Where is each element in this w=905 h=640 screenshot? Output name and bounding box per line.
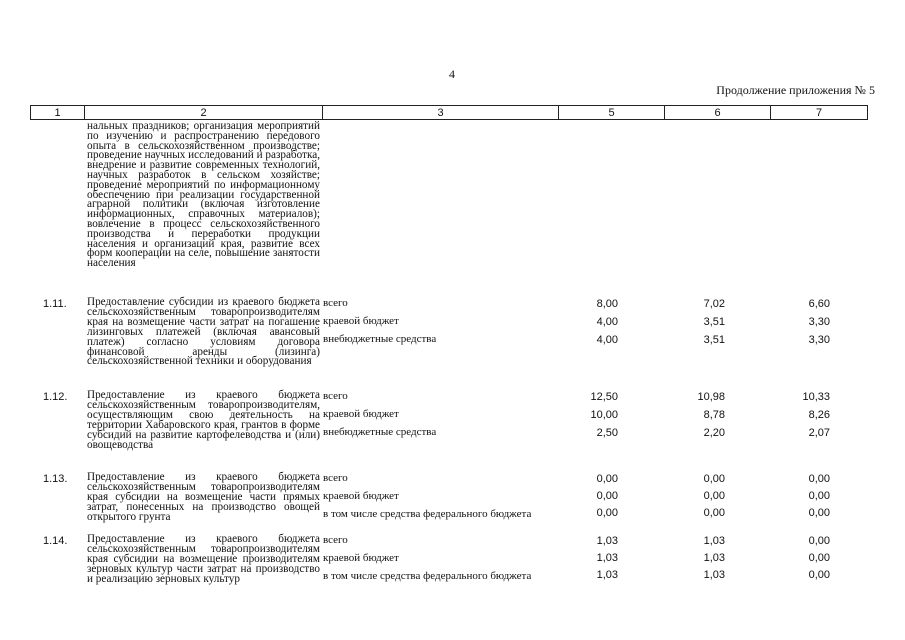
row-number: 1.12. <box>43 391 68 403</box>
header-col-3: 3 <box>322 106 558 119</box>
value-col7: 0,00 <box>808 552 830 564</box>
value-col5: 12,50 <box>590 391 618 403</box>
value-col5: 10,00 <box>590 409 618 421</box>
value-col7: 0,00 <box>808 507 830 519</box>
value-col7: 10,33 <box>802 391 830 403</box>
value-col7: 2,07 <box>808 427 830 439</box>
value-col6: 1,03 <box>703 535 725 547</box>
value-col5: 4,00 <box>596 316 618 328</box>
value-col5: 2,50 <box>596 427 618 439</box>
source-label: краевой бюджет <box>323 552 399 564</box>
source-label: внебюджетные средства <box>323 333 437 345</box>
value-col5: 1,03 <box>596 569 618 581</box>
value-col6: 7,02 <box>703 298 725 310</box>
source-label: в том числе средства федерального бюджета <box>323 508 532 520</box>
value-col7: 6,60 <box>808 298 830 310</box>
header-col-7: 7 <box>770 106 867 119</box>
header-col-1: 1 <box>54 107 61 119</box>
table-header-row <box>30 105 868 120</box>
source-label: краевой бюджет <box>323 408 399 420</box>
value-col5: 0,00 <box>596 507 618 519</box>
value-col6: 3,51 <box>703 316 725 328</box>
funding-sources <box>323 474 563 528</box>
source-label: всего <box>323 534 348 546</box>
row-description: Предоставление субсидии из краевого бюджета сельскохозяйственным товаропроизводителям края на возмещение части затрат на погашение лизинговых платежей (включая авансовый платеж) согласно условиям договора финансовой аренды (лизинга) сельскохозяйственной техники и оборудования <box>87 296 320 368</box>
value-col6: 10,98 <box>697 391 725 403</box>
source-label: всего <box>323 390 348 402</box>
continuation-text: нальных праздников; организация мероприятий по изучению и распространению передового опыта в сельскохозяйственном производстве; проведение научных исследований и разработка, внедрение и развитие современных технологий, научных разработок в сельском хозяйстве; проведение мероприятий по информационному обеспечению при реализации государственной аграрной политики (включая изготовление информационных, справочных материалов); вовлечение в процесс сельскохозяйственного производства и переработки продукции населения и организаций края, развитие всех форм кооперации на селе, повышение занятости населения <box>87 120 320 270</box>
header-col-5: 5 <box>558 106 664 119</box>
value-col7: 0,00 <box>808 535 830 547</box>
funding-sources <box>323 299 563 353</box>
row-description: Предоставление из краевого бюджета сельскохозяйственным товаропроизводителям края субсидии на возмещение производителям зерновых культур части затрат на производство и реализацию зерновых культур <box>87 533 320 585</box>
source-label: краевой бюджет <box>323 315 399 327</box>
value-col5: 1,03 <box>596 535 618 547</box>
value-col7: 0,00 <box>808 490 830 502</box>
value-col5: 8,00 <box>596 298 618 310</box>
source-label: краевой бюджет <box>323 490 399 502</box>
funding-sources <box>323 392 563 446</box>
value-col5: 0,00 <box>596 490 618 502</box>
value-col6: 2,20 <box>703 427 725 439</box>
row-number: 1.11. <box>43 298 67 310</box>
value-col6: 0,00 <box>703 473 725 485</box>
value-col7: 8,26 <box>808 409 830 421</box>
value-col6: 0,00 <box>703 490 725 502</box>
page-number: 4 <box>449 67 455 81</box>
value-col5: 1,03 <box>596 552 618 564</box>
row-number: 1.13. <box>43 473 68 485</box>
source-label: в том числе средства федерального бюджета <box>323 570 532 582</box>
source-label: всего <box>323 297 348 309</box>
value-col7: 3,30 <box>808 334 830 346</box>
source-label: внебюджетные средства <box>323 426 437 438</box>
value-col6: 1,03 <box>703 569 725 581</box>
value-col6: 8,78 <box>703 409 725 421</box>
value-col6: 3,51 <box>703 334 725 346</box>
value-col7: 3,30 <box>808 316 830 328</box>
row-description: Предоставление из краевого бюджета сельскохозяйственным товаропроизводителям, осуществляющим свою деятельность на территории Хабаровского края, грантов в форме субсидий на развитие картофелеводства и (или) овощеводства <box>87 389 320 451</box>
value-col7: 0,00 <box>808 569 830 581</box>
source-label: всего <box>323 472 348 484</box>
header-col-2: 2 <box>84 106 322 119</box>
value-col6: 1,03 <box>703 552 725 564</box>
value-col6: 0,00 <box>703 507 725 519</box>
value-col7: 0,00 <box>808 473 830 485</box>
row-description: Предоставление из краевого бюджета сельскохозяйственным товаропроизводителям края субсидии на возмещение части прямых затрат, понесенных на производство овощей открытого грунта <box>87 471 320 523</box>
appendix-label: Продолжение приложения № 5 <box>716 83 875 97</box>
row-number: 1.14. <box>43 535 68 547</box>
value-col5: 4,00 <box>596 334 618 346</box>
value-col5: 0,00 <box>596 473 618 485</box>
header-col-6: 6 <box>664 106 770 119</box>
funding-sources <box>323 536 563 590</box>
